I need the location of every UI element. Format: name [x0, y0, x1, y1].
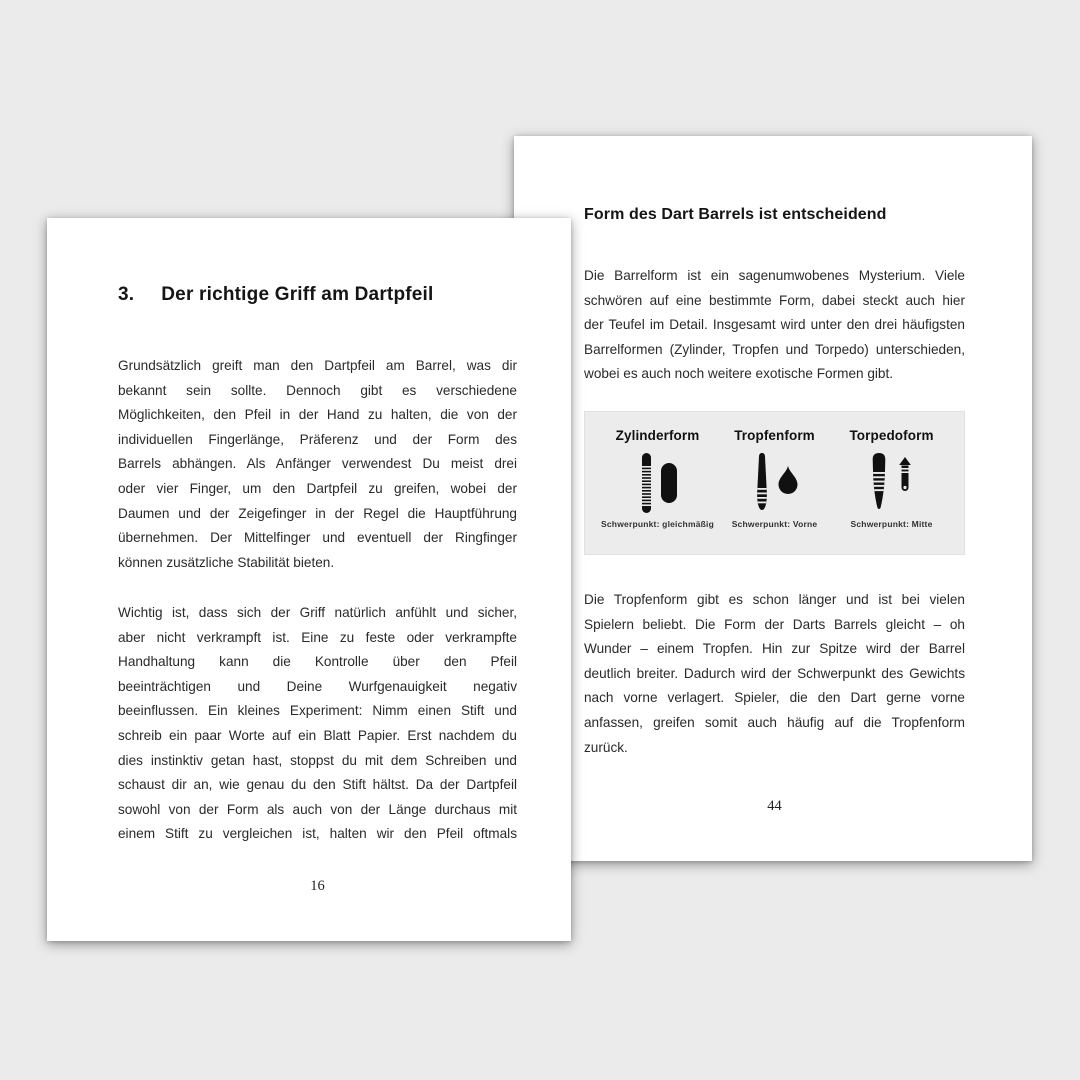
diagram-column-tropfen: [716, 428, 833, 544]
text-line: der Teufel im Detail. Insgesamt wird unter den drei häufigsten: [584, 317, 965, 333]
page-number: 16: [310, 878, 325, 894]
text-line: Spielern beliebt. Die Form der Darts Barrels gleicht – oh: [584, 616, 965, 632]
barrel-forms-diagram: [584, 411, 965, 555]
book-page-left: [47, 218, 571, 941]
text-line: Wunder – einem Tropfen. Hin zur Spitze wird der Barrel: [584, 641, 965, 657]
section-heading: Form des Dart Barrels ist entscheidend: [584, 206, 887, 223]
text-line: Die Barrelform ist ein sagenumwobenes Mysterium. Viele: [584, 268, 965, 283]
text-line: Grundsätzlich greift man den Dartpfeil am Barrel, was dir: [118, 358, 517, 373]
text-line: Die Tropfenform gibt es schon länger und ist bei vielen: [584, 592, 965, 607]
text-line: beeinträchtigen und Deine Wurfgenauigkeit negativ: [118, 678, 517, 694]
text-line: Barrelformen (Zylinder, Tropfen und Torpedo) unterschieden,: [584, 341, 965, 357]
text-line: sowohl von der Form als auch von der Länge durchaus mit: [118, 801, 517, 817]
diagram-caption: Schwerpunkt: gleichmäßig: [601, 519, 714, 529]
text-line: deutlich breiter. Dadurch wird der Schwerpunkt des Gewichts: [584, 665, 965, 681]
text-line: Wichtig ist, dass sich der Griff natürlich anfühlt und sicher,: [118, 605, 517, 620]
text-line: schreib ein paar Worte auf ein Blatt Papier. Erst nachdem du: [118, 727, 517, 743]
teardrop-barrel-icon: [747, 452, 803, 514]
paragraph: [584, 588, 965, 760]
text-line: schaust dir an, wie genau du den Stift hältst. Da der Dartpfeil: [118, 777, 517, 793]
diagram-column-zylinder: [599, 428, 716, 544]
text-line: individuellen Fingerlänge, Präferenz und der Form des: [118, 431, 517, 447]
text-line: schwören auf eine bestimmte Form, dabei steckt auch hier: [584, 292, 965, 308]
text-line: Daumen und der Zeigefinger in der Regel die Hauptführung: [118, 505, 517, 521]
diagram-column-title: Zylinderform: [615, 428, 700, 443]
paragraph: [118, 601, 517, 847]
chapter-heading: [118, 284, 434, 306]
chapter-number: 3.: [118, 284, 135, 305]
text-line: dies instinktiv getan hast, stoppst du mit dem Schreiben und: [118, 752, 517, 768]
text-line: zurück.: [584, 739, 628, 755]
text-line: aber nicht verkrampft ist. Eine zu feste oder verkrampfte: [118, 629, 517, 645]
text-line: können zusätzliche Stabilität bieten.: [118, 554, 335, 570]
diagram-column-title: Torpedoform: [849, 428, 934, 443]
diagram-column-torpedo: [833, 428, 950, 544]
page-number: 44: [767, 798, 782, 814]
text-line: oder vier Finger, um den Dartpfeil zu greifen, wobei der: [118, 480, 517, 496]
text-line: bekannt sein sollte. Dennoch gibt es verschiedene: [118, 382, 517, 398]
text-line: einem Stift zu vergleichen ist, halten wir den Pfeil oftmals: [118, 826, 517, 842]
paragraph: [584, 264, 965, 387]
diagram-caption: Schwerpunkt: Vorne: [731, 519, 818, 529]
text-line: nach vorne verlagert. Spieler, die den Dart gerne vorne: [584, 690, 965, 706]
chapter-title: Der richtige Griff am Dartpfeil: [161, 284, 434, 305]
text-line: beeinflussen. Ein kleines Experiment: Nimm einen Stift und: [118, 703, 517, 719]
text-line: Möglichkeiten, den Pfeil in der Hand zu halten, die von der: [118, 407, 517, 423]
diagram-caption: Schwerpunkt: Mitte: [850, 519, 933, 529]
cylinder-barrel-icon: [630, 452, 686, 514]
text-line: wobei es auch noch weitere exotische Formen gibt.: [584, 366, 894, 382]
text-line: übernehmen. Der Mittelfinger und eventuell der Ringfinger: [118, 530, 517, 546]
paragraph: [118, 354, 517, 575]
text-line: anfassen, greifen somit auch häufig auf die Tropfenform: [584, 714, 965, 730]
torpedo-barrel-icon: [864, 452, 920, 514]
book-page-right: [514, 136, 1032, 861]
text-line: Handhaltung kann die Kontrolle über den Pfeil: [118, 654, 517, 670]
diagram-column-title: Tropfenform: [734, 428, 815, 443]
text-line: Barrels abhängen. Als Anfänger verwendest Du meist drei: [118, 456, 517, 472]
